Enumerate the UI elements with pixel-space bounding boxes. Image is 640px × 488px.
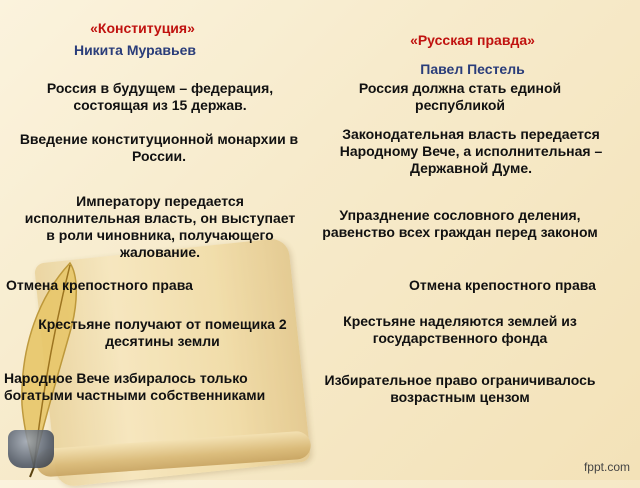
right-item-3: Упразднение сословного деления, равенство всех граждан перед законом <box>322 207 598 240</box>
watermark: fppt.com <box>583 460 630 474</box>
left-item-6: Народное Вече избиралось только богатыми частными собственниками <box>4 370 266 403</box>
left-item-2: Введение конституционной монархии в России. <box>19 131 299 164</box>
left-item-5: Крестьяне получают от помещика 2 десятины земли <box>38 316 287 349</box>
left-item-4: Отмена крепостного права <box>6 277 193 293</box>
right-item-2: Законодательная власть передается Народному Вече, а исполнительная – Державной Думе. <box>339 126 603 176</box>
right-item-4: Отмена крепостного права <box>409 277 596 293</box>
right-item-5: Крестьяне наделяются землей из государственного фонда <box>343 313 577 346</box>
left-item-3: Императору передается исполнительная власть, он выступает в роли чиновника, получающего жалование. <box>24 193 296 260</box>
right-item-1: Россия должна стать единой республикой <box>358 80 562 113</box>
right-item-6: Избирательное право ограничивалось возрастным цензом <box>324 372 596 405</box>
left-heading: «Конституция» <box>90 20 195 36</box>
right-heading: «Русская правда» <box>410 32 535 48</box>
right-author: Павел Пестель <box>420 61 525 77</box>
left-author: Никита Муравьев <box>73 42 197 58</box>
inkwell-icon <box>8 430 54 468</box>
left-item-1: Россия в будущем – федерация, состоящая из 15 держав. <box>46 80 274 113</box>
